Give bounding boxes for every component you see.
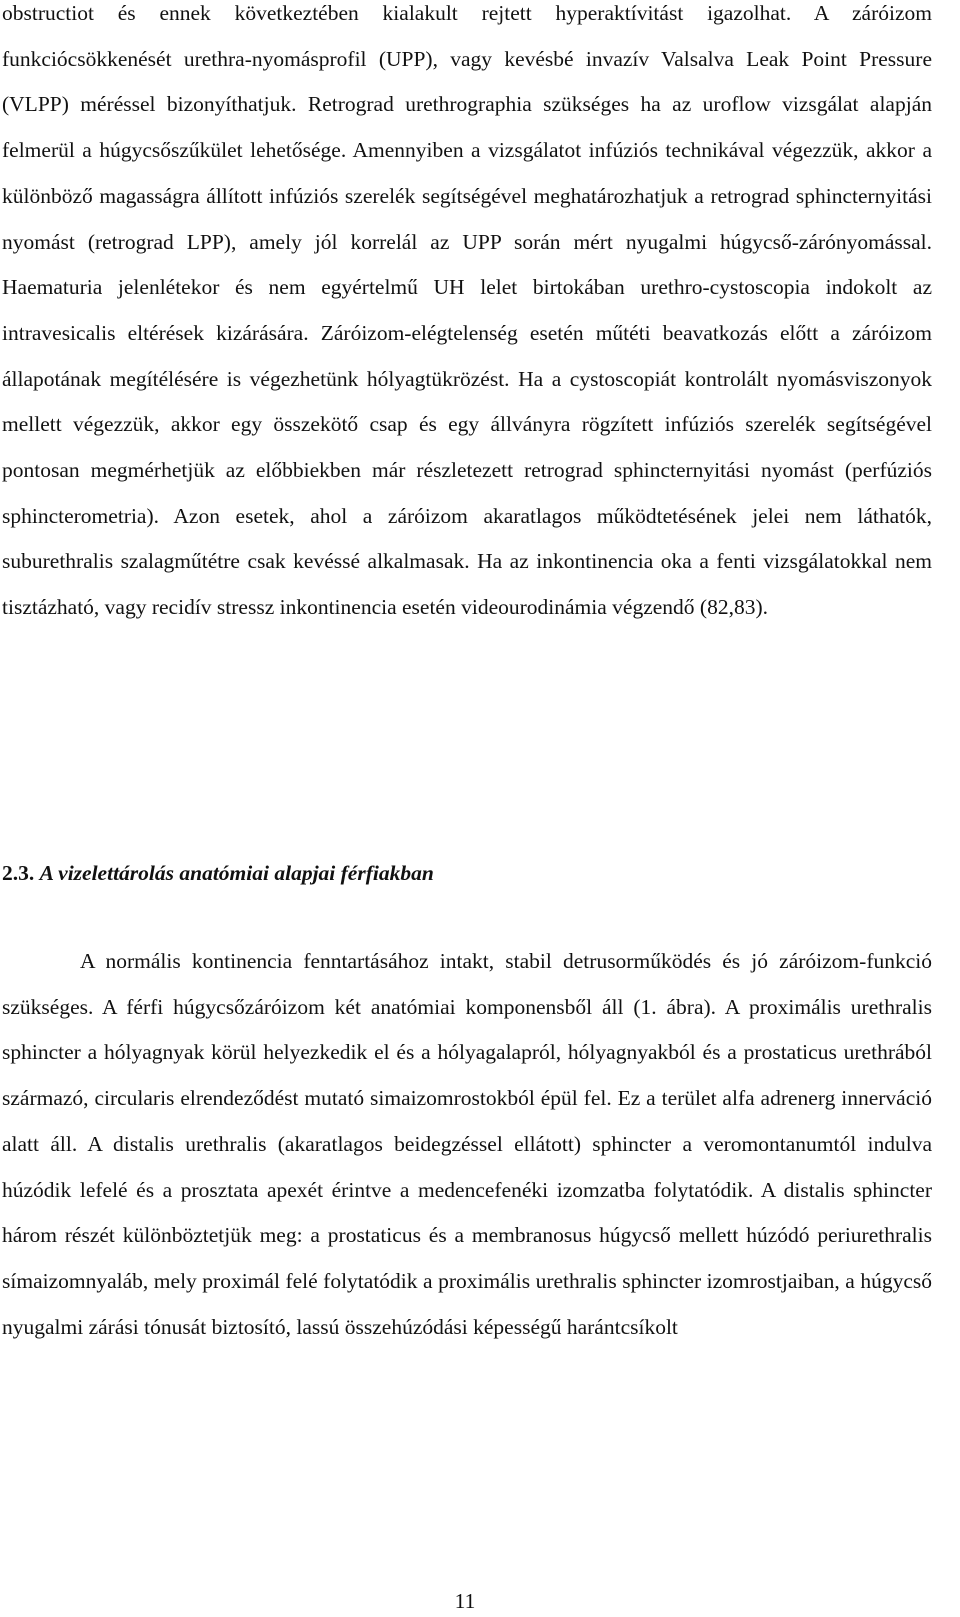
section-heading xyxy=(2,860,434,886)
document-page xyxy=(2,0,932,631)
section-title: A vizelettárolás anatómiai alapjai férfiakban xyxy=(39,861,434,885)
body-paragraph-2: A normális kontinencia fenntartásához intakt, stabil detrusorműködés és jó záróizom-funkció szükséges. A férfi húgycsőzáróizom két anatómiai komponensből áll (1. ábra). A proximális urethralis sphincter a hólyagnyak körül helyezkedik el és a hólyagalapról, hólyagnyakból és a prostaticus urethrából származó, circularis elrendeződést mutató simaizomrostokból épül fel. Ez a terület alfa adrenerg innerváció alatt áll. A distalis urethralis (akaratlagos beidegzéssel ellátott) sphincter a veromontanumtól indulva húzódik lefelé és a prosztata apexét érintve a medencefenéki izomzatba folytatódik. A distalis sphincter három részét különböztetjük meg: a prostaticus és a membranosus húgycső mellett húzódó periurethralis símaizomnyaláb, mely proximál felé folytatódik a proximális urethralis sphincter izomrostjaiban, a húgycső nyugalmi zárási tónusát biztosító, lassú összehúzódási képességű harántcsíkolt xyxy=(2,949,932,1339)
section-body xyxy=(2,939,932,1350)
page-number: 11 xyxy=(454,1589,476,1613)
body-paragraph-1: obstructiot és ennek következtében kialakult rejtett hyperaktívitást igazolhat. A záróizom funkciócsökkenését urethra-nyomásprofil (UPP), vagy kevésbé invazív Valsalva Leak Point Pressure (VLPP) méréssel bizonyíthatjuk. Retrograd urethrographia szükséges ha az uroflow vizsgálat alapján felmerül a húgycsőszűkület lehetősége. Amennyiben a vizsgálatot infúziós technikával végezzük, akkor a különböző magasságra állított infúziós szerelék segítségével meghatározhatjuk a retrograd sphincternyitási nyomást (retrograd LPP), amely jól korrelál az UPP során mért nyugalmi húgycső-zárónyomással. Haematuria jelenlétekor és nem egyértelmű UH lelet birtokában urethro-cystoscopia indokolt az intravesicalis eltérések kizárására. Záróizom-elégtelenség esetén műtéti beavatkozás előtt a záróizom állapotának megítélésére is végezhetünk hólyagtükrözést. Ha a cystoscopiát kontrolált nyomásviszonyok mellett végezzük, akkor egy összekötő csap és egy állványra rögzített infúziós szerelék segítségével pontosan megmérhetjük az előbbiekben már részletezett retrograd sphincternyitási nyomást (perfúziós sphincterometria). Azon esetek, ahol a záróizom akaratlagos működtetésének jelei nem láthatók, suburethralis szalagműtétre csak kevéssé alkalmasak. Ha az inkontinencia oka a fenti vizsgálatokkal nem tisztázható, vagy recidív stressz inkontinencia esetén videourodinámia végzendő (82,83). xyxy=(2,1,932,620)
section-number: 2.3. xyxy=(2,861,35,885)
